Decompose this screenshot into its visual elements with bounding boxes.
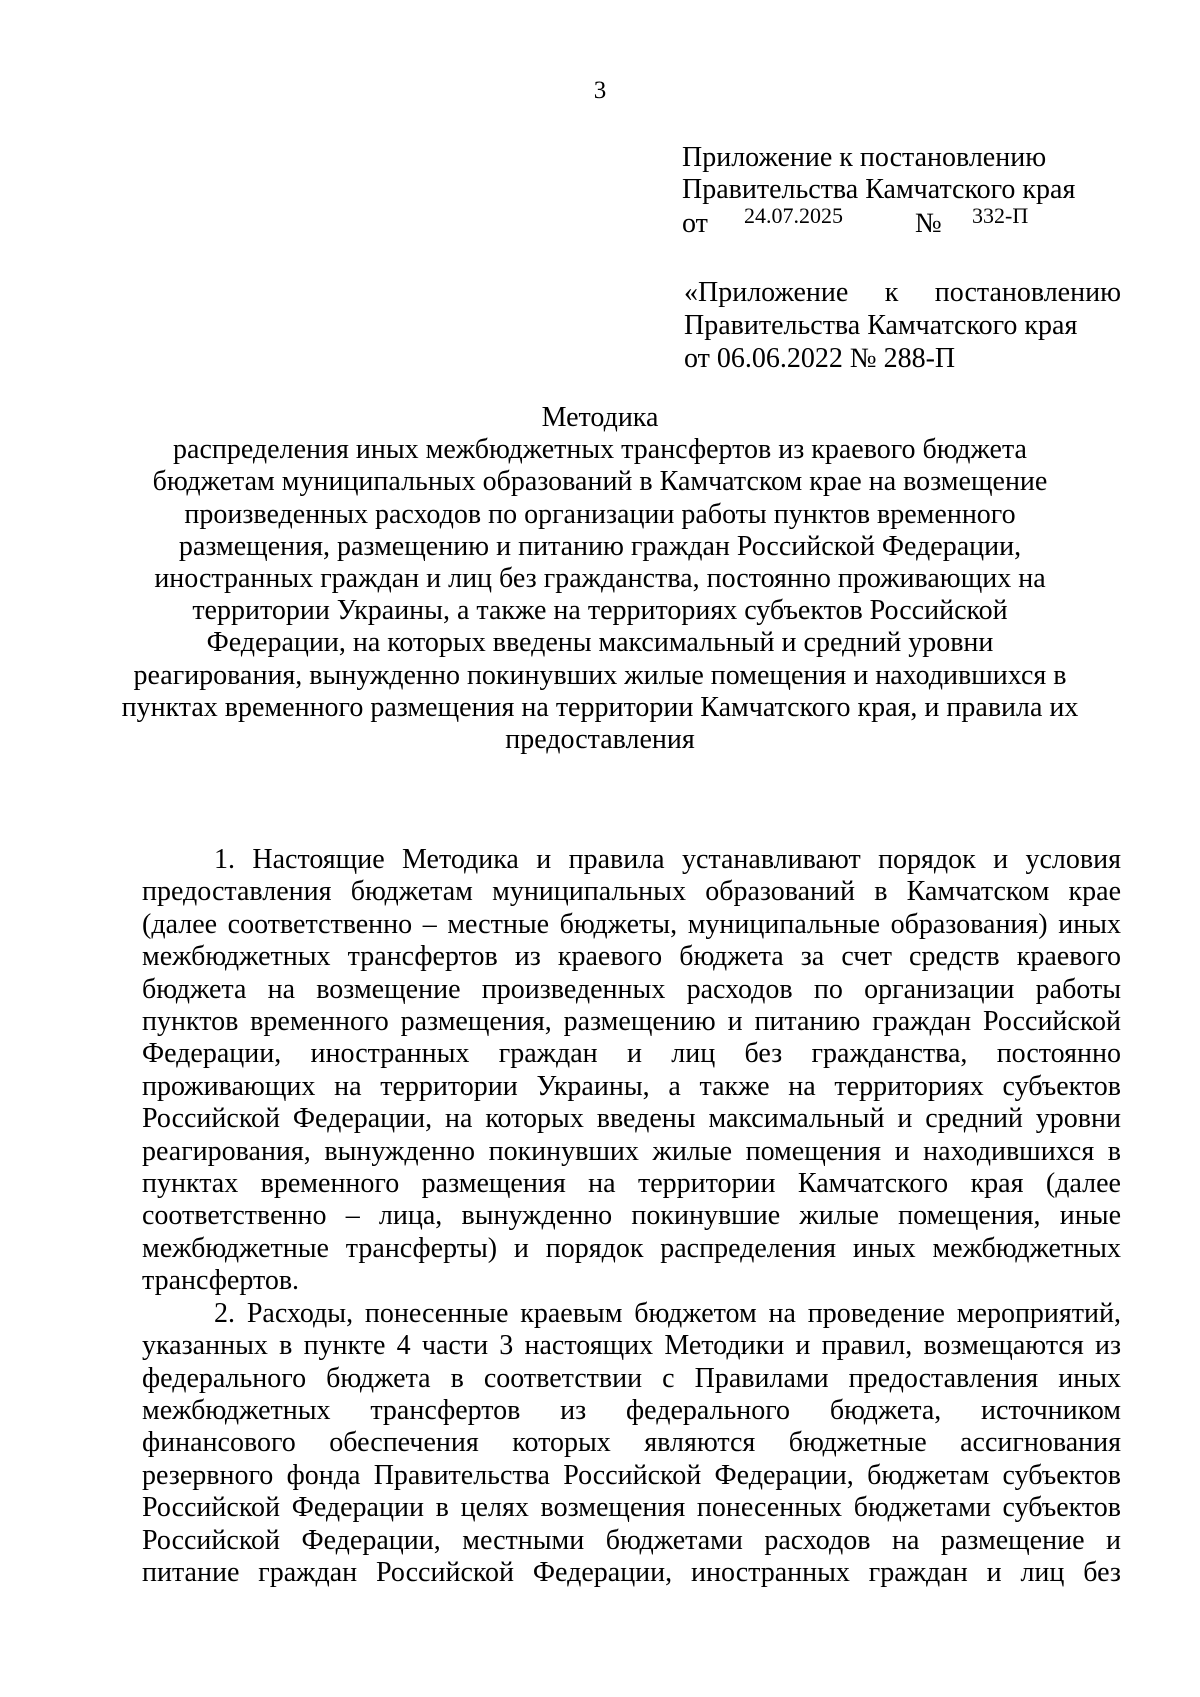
title-line: произведенных расходов по организации работы пунктов временного — [184, 498, 1016, 530]
title-line: Федерации, на которых введены максимальный и средний уровни — [206, 627, 994, 659]
paragraph-line: Российской Федерации в целях возмещения понесенных бюджетами субъектов — [142, 1492, 1121, 1524]
title-line: реагирования, вынужденно покинувших жилые помещения и находившихся в — [133, 659, 1067, 691]
title-line: бюджетам муниципальных образований в Камчатском крае на возмещение — [152, 466, 1048, 498]
attachment-date: 24.07.2025 — [744, 203, 843, 228]
attachment-line-2: Правительства Камчатского края — [682, 174, 1076, 205]
attachment-number: 332-П — [972, 203, 1029, 228]
paragraph-line: бюджета на возмещение произведенных расходов по организации работы — [142, 973, 1121, 1005]
paragraph-2 — [142, 1298, 1121, 1590]
quoted-attachment-line-1: «Приложение к постановлению — [684, 277, 1121, 308]
paragraph-line: Российской Федерации, местными бюджетами расходов на размещение и — [142, 1524, 1121, 1556]
paragraph-1 — [142, 844, 1121, 1298]
paragraph-line: указанных в пункте 4 части 3 настоящих Методики и правил, возмещаются из — [142, 1330, 1121, 1362]
paragraph-line: соответственно – лица, вынужденно покинувшие жилые помещения, иные — [142, 1200, 1121, 1232]
attachment-date-number-line — [682, 203, 1122, 240]
paragraph-line: предоставления бюджетам муниципальных образований в Камчатском крае — [142, 876, 1121, 908]
paragraph-line: питание граждан Российской Федерации, иностранных граждан и лиц без — [142, 1556, 1121, 1588]
title-heading: Методика — [541, 402, 659, 433]
paragraph-line: (далее соответственно – местные бюджеты, муниципальные образования) иных — [142, 908, 1121, 940]
document-body — [142, 844, 1121, 1589]
paragraph-line: Российской Федерации, на которых введены максимальный и средний уровни — [142, 1103, 1121, 1135]
paragraph-line: 1. Настоящие Методика и правила устанавливают порядок и условия — [214, 844, 1121, 875]
title-line: предоставления — [505, 724, 695, 756]
paragraph-line: межбюджетные трансферты) и порядок распределения иных межбюджетных — [142, 1232, 1121, 1264]
paragraph-line: 2. Расходы, понесенные краевым бюджетом на проведение мероприятий, — [214, 1297, 1121, 1329]
paragraph-line: резервного фонда Правительства Российской Федерации, бюджетам субъектов — [142, 1459, 1121, 1491]
paragraph-line: проживающих на территории Украины, а также на территориях субъектов — [142, 1070, 1121, 1102]
paragraph-line: пунктов временного размещения, размещению и питанию граждан Российской — [142, 1006, 1121, 1038]
title-line: территории Украины, а также на территориях субъектов Российской — [192, 595, 1008, 627]
paragraph-line: межбюджетных трансфертов из краевого бюджета за счет средств краевого — [142, 941, 1121, 973]
title-line: пунктах временного размещения на территории Камчатского края, и правила их — [121, 691, 1079, 723]
page-number: 3 — [593, 77, 607, 104]
quoted-attachment-header — [684, 276, 1121, 375]
title-line: размещения, размещению и питанию граждан Российской Федерации, — [178, 530, 1022, 562]
paragraph-line: федерального бюджета в соответствии с Правилами предоставления иных — [142, 1362, 1121, 1394]
paragraph-line: трансфертов. — [142, 1265, 300, 1297]
attachment-line-1: Приложение к постановлению — [682, 142, 1047, 173]
quoted-attachment-line-2: Правительства Камчатского края — [684, 310, 1078, 341]
attachment-header — [682, 142, 1122, 240]
paragraph-line: межбюджетных трансфертов из федерального бюджета, источником — [142, 1394, 1121, 1426]
paragraph-line: Федерации, иностранных граждан и лиц без гражданства, постоянно — [142, 1038, 1121, 1070]
quoted-attachment-line-3: от 06.06.2022 № 288-П — [684, 343, 956, 374]
attachment-from-label: от — [682, 208, 708, 239]
paragraph-line: реагирования, вынужденно покинувших жилые помещения и находившихся в — [142, 1135, 1121, 1167]
title-line: иностранных граждан и лиц без гражданства, постоянно проживающих на — [154, 563, 1046, 595]
paragraph-line: пунктах временного размещения на территории Камчатского края (далее — [142, 1168, 1121, 1200]
document-title — [100, 402, 1100, 756]
paragraph-line: финансового обеспечения которых являются бюджетные ассигнования — [142, 1427, 1121, 1459]
attachment-number-label: № — [915, 208, 942, 239]
title-line: распределения иных межбюджетных трансфертов из краевого бюджета — [173, 434, 1027, 466]
